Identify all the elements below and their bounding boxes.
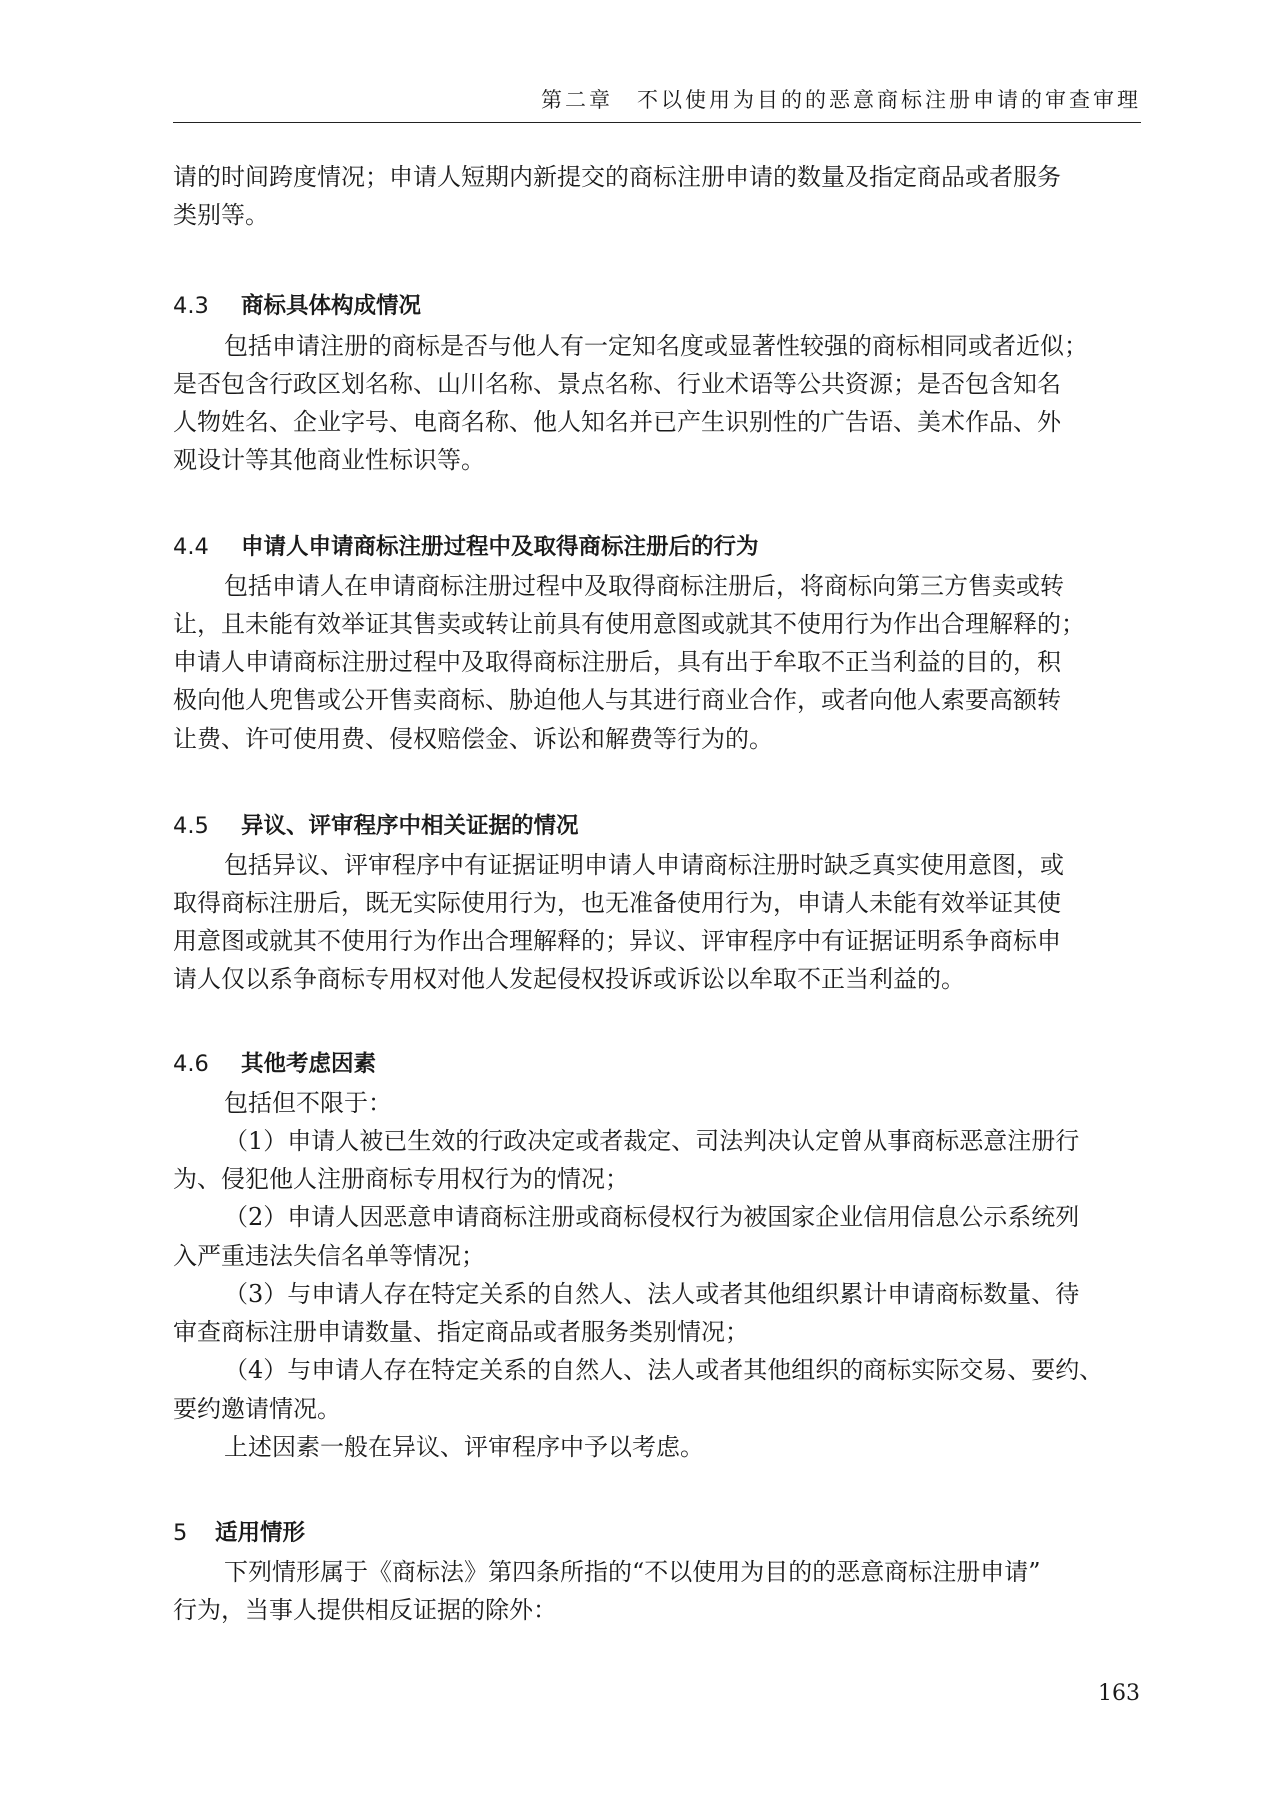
paragraph-line: 行为，当事人提供相反证据的除外：: [173, 1596, 557, 1624]
section-heading-4-3: [173, 287, 421, 325]
running-header: [173, 84, 1141, 123]
page-number: 163: [1098, 1681, 1140, 1706]
section-number: 4.3: [173, 293, 209, 319]
paragraph-line: 类别等。: [173, 201, 269, 229]
section-number: 4.4: [173, 534, 209, 560]
paragraph-line: 包括申请人在申请商标注册过程中及取得商标注册后，将商标向第三方售卖或转: [224, 572, 1064, 600]
paragraph-line: 人物姓名、企业字号、电商名称、他人知名并已产生识别性的广告语、美术作品、外: [173, 408, 1061, 436]
section-number: 4.6: [173, 1051, 209, 1077]
list-item-line: （2）申请人因恶意申请商标注册或商标侵权行为被国家企业信用信息公示系统列: [224, 1203, 1080, 1231]
header-chapter: 第二章: [541, 88, 613, 112]
paragraph-line: 申请人申请商标注册过程中及取得商标注册后，具有出于牟取不正当利益的目的，积: [173, 648, 1061, 676]
list-item-line: 入严重违法失信名单等情况；: [173, 1242, 485, 1270]
paragraph-line: 极向他人兜售或公开售卖商标、胁迫他人与其进行商业合作，或者向他人索要高额转: [173, 686, 1061, 714]
section-title: 适用情形: [215, 1520, 306, 1546]
section-title: 异议、评审程序中相关证据的情况: [241, 813, 579, 839]
paragraph-line: 取得商标注册后，既无实际使用行为，也无准备使用行为，申请人未能有效举证其使: [173, 889, 1061, 917]
list-item-line: 为、侵犯他人注册商标专用权行为的情况；: [173, 1165, 629, 1193]
paragraph-line: 让，且未能有效举证其售卖或转让前具有使用意图或就其不使用行为作出合理解释的；: [173, 610, 1085, 638]
section-heading-4-6: [173, 1045, 376, 1083]
paragraph-line: 包括申请注册的商标是否与他人有一定知名度或显著性较强的商标相同或者近似；: [224, 332, 1088, 360]
list-item-line: （1）申请人被已生效的行政决定或者裁定、司法判决认定曾从事商标恶意注册行: [224, 1127, 1080, 1155]
paragraph-line: 是否包含行政区划名称、山川名称、景点名称、行业术语等公共资源；是否包含知名: [173, 370, 1061, 398]
section-title: 申请人申请商标注册过程中及取得商标注册后的行为: [241, 534, 759, 560]
paragraph-line: 下列情形属于《商标法》第四条所指的“不以使用为目的的恶意商标注册申请”: [224, 1558, 1041, 1586]
list-item-line: 审查商标注册申请数量、指定商品或者服务类别情况；: [173, 1318, 749, 1346]
paragraph-line: 请人仅以系争商标专用权对他人发起侵权投诉或诉讼以牟取不正当利益的。: [173, 965, 965, 993]
list-item-line: （3）与申请人存在特定关系的自然人、法人或者其他组织累计申请商标数量、待: [224, 1280, 1080, 1308]
section-heading-4-4: [173, 528, 759, 566]
section-heading-4-5: [173, 807, 579, 845]
section-number: 4.5: [173, 813, 209, 839]
section-heading-5: [173, 1514, 305, 1552]
paragraph-line: 包括异议、评审程序中有证据证明申请人申请商标注册时缺乏真实使用意图，或: [224, 851, 1064, 879]
paragraph-line: 用意图或就其不使用行为作出合理解释的；异议、评审程序中有证据证明系争商标申: [173, 927, 1061, 955]
header-text: [541, 84, 1141, 114]
paragraph-line: 上述因素一般在异议、评审程序中予以考虑。: [224, 1433, 704, 1461]
section-title: 其他考虑因素: [241, 1051, 377, 1077]
section-title: 商标具体构成情况: [241, 293, 422, 319]
paragraph-line: 观设计等其他商业性标识等。: [173, 446, 485, 474]
paragraph-line: 请的时间跨度情况；申请人短期内新提交的商标注册申请的数量及指定商品或者服务: [173, 163, 1061, 191]
list-item-line: 要约邀请情况。: [173, 1395, 341, 1423]
paragraph-line: 包括但不限于：: [224, 1089, 392, 1117]
header-title: 不以使用为目的的恶意商标注册申请的审查审理: [637, 88, 1141, 112]
paragraph-line: 让费、许可使用费、侵权赔偿金、诉讼和解费等行为的。: [173, 725, 773, 753]
list-item-line: （4）与申请人存在特定关系的自然人、法人或者其他组织的商标实际交易、要约、: [224, 1356, 1104, 1384]
section-number: 5: [173, 1520, 188, 1546]
